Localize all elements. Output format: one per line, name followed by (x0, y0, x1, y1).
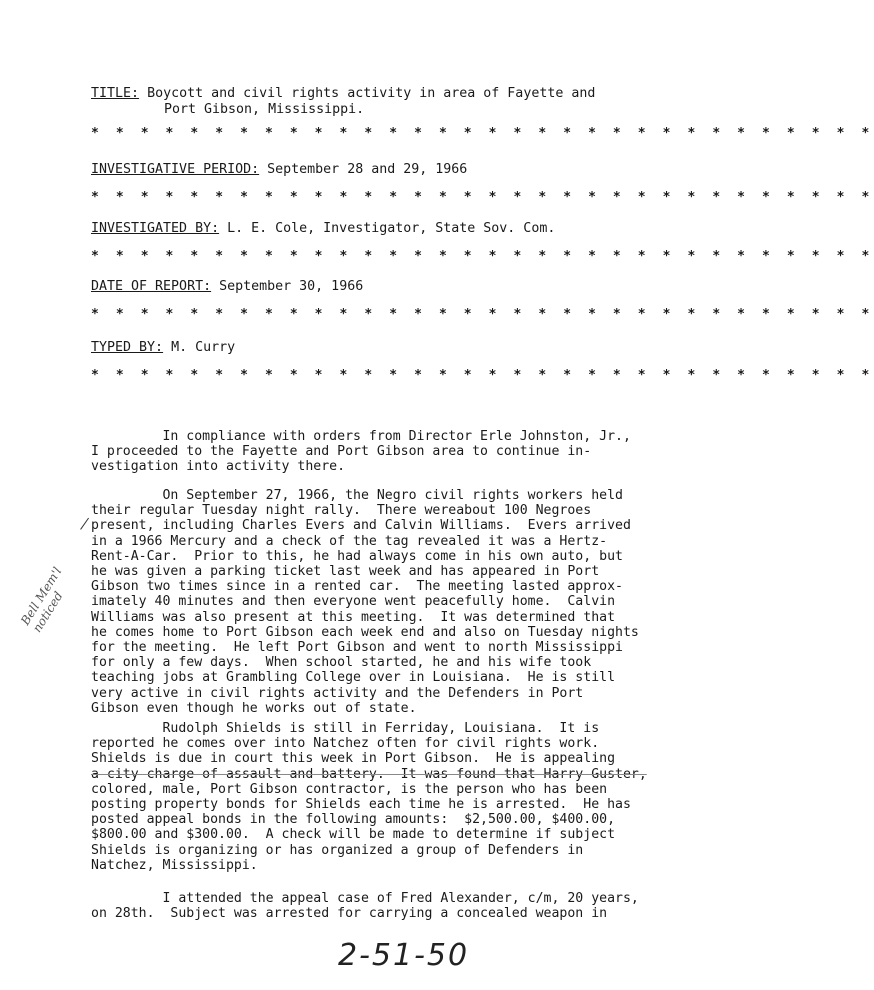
text-line: Williams was also present at this meeting. It was determined that (91, 609, 616, 625)
typed-label: TYPED BY: (91, 340, 164, 355)
period-field (91, 162, 691, 178)
text-line: I attended the appeal case of Fred Alexander, c/m, 20 years, (91, 891, 639, 906)
handwritten-marginalia: Bell Mem'l noticed (18, 564, 66, 635)
paragraph-1 (91, 429, 731, 475)
text-line: a city charge of assault and battery. It was found that Harry Guster, (91, 766, 647, 782)
title-line-2: Port Gibson, Mississippi. (164, 102, 365, 117)
paragraph-2 (91, 488, 731, 716)
text-line: for only a few days. When school started, he and his wife took (91, 655, 592, 671)
text-line: on 28th. Subject was arrested for carrying a concealed weapon in (91, 906, 608, 922)
paragraph-3 (91, 721, 731, 873)
text-line: Gibson even though he works out of state. (91, 700, 417, 716)
text-line: Rent-A-Car. Prior to this, he had always come in his own auto, but (91, 548, 623, 564)
text-line: In compliance with orders from Director Erle Johnston, Jr., (91, 429, 631, 444)
title-line-1: Boycott and civil rights activity in area of Fayette and (147, 86, 596, 101)
star-divider: * * * * * * * * * * * * * * * * * * * * * * * * * * * * * * * * (91, 126, 874, 141)
text-line: colored, male, Port Gibson contractor, is the person who has been (91, 781, 608, 797)
period-label: INVESTIGATIVE PERIOD: (91, 162, 260, 177)
date-label: DATE OF REPORT: (91, 279, 212, 294)
text-line: Shields is organizing or has organized a group of Defenders in (91, 842, 584, 858)
star-divider: * * * * * * * * * * * * * * * * * * * * * * * * * * * * * * * * (91, 249, 874, 264)
text-line: posting property bonds for Shields each time he is arrested. He has (91, 797, 631, 813)
text-line: On September 27, 1966, the Negro civil rights workers held (91, 488, 623, 503)
typed-value: M. Curry (171, 340, 236, 355)
text-line: Rudolph Shields is still in Ferriday, Louisiana. It is (91, 721, 600, 736)
text-line: Natchez, Mississippi. (91, 857, 258, 873)
text-line: in a 1966 Mercury and a check of the tag revealed it was a Hertz- (91, 533, 608, 549)
date-field (91, 279, 691, 295)
star-divider: * * * * * * * * * * * * * * * * * * * * * * * * * * * * * * * * (91, 307, 874, 322)
date-value: September 30, 1966 (219, 279, 364, 294)
text-line: reported he comes over into Natchez often for civil rights work. (91, 736, 600, 752)
text-line: Shields is due in court this week in Port Gibson. He is appealing (91, 751, 616, 767)
investigated-label: INVESTIGATED BY: (91, 221, 220, 236)
paragraph-4 (91, 891, 731, 921)
period-value: September 28 and 29, 1966 (267, 162, 468, 177)
text-line: $800.00 and $300.00. A check will be made to determine if subject (91, 827, 616, 843)
text-line: he was given a parking ticket last week and has appeared in Port (91, 564, 600, 580)
text-line: vestigation into activity there. (91, 459, 346, 475)
investigated-field (91, 221, 691, 237)
text-line: present, including Charles Evers and Calvin Williams. Evers arrived (91, 518, 631, 534)
text-line: imately 40 minutes and then everyone went peacefully home. Calvin (91, 594, 616, 610)
text-line: posted appeal bonds in the following amounts: $2,500.00, $400.00, (91, 812, 616, 828)
typed-field (91, 340, 691, 356)
investigated-value: L. E. Cole, Investigator, State Sov. Com. (227, 221, 556, 236)
text-line: teaching jobs at Grambling College over in Louisiana. He is still (91, 670, 616, 686)
star-divider: * * * * * * * * * * * * * * * * * * * * * * * * * * * * * * * * (91, 190, 874, 205)
text-line: for the meeting. He left Port Gibson and went to north Mississippi (91, 640, 623, 656)
text-line: very active in civil rights activity and the Defenders in Port (91, 685, 584, 701)
text-line: their regular Tuesday night rally. There wereabout 100 Negroes (91, 503, 592, 519)
text-line: I proceeded to the Fayette and Port Gibson area to continue in- (91, 444, 592, 460)
title-field (91, 86, 691, 118)
text-line: Gibson two times since in a rented car. The meeting lasted approx- (91, 579, 623, 595)
document-code: 2-51-50 (338, 938, 470, 973)
text-line: he comes home to Port Gibson each week end and also on Tuesday nights (91, 624, 639, 640)
star-divider: * * * * * * * * * * * * * * * * * * * * * * * * * * * * * * * * (91, 368, 874, 383)
title-label: TITLE: (91, 86, 140, 101)
margin-mark (80, 518, 90, 531)
